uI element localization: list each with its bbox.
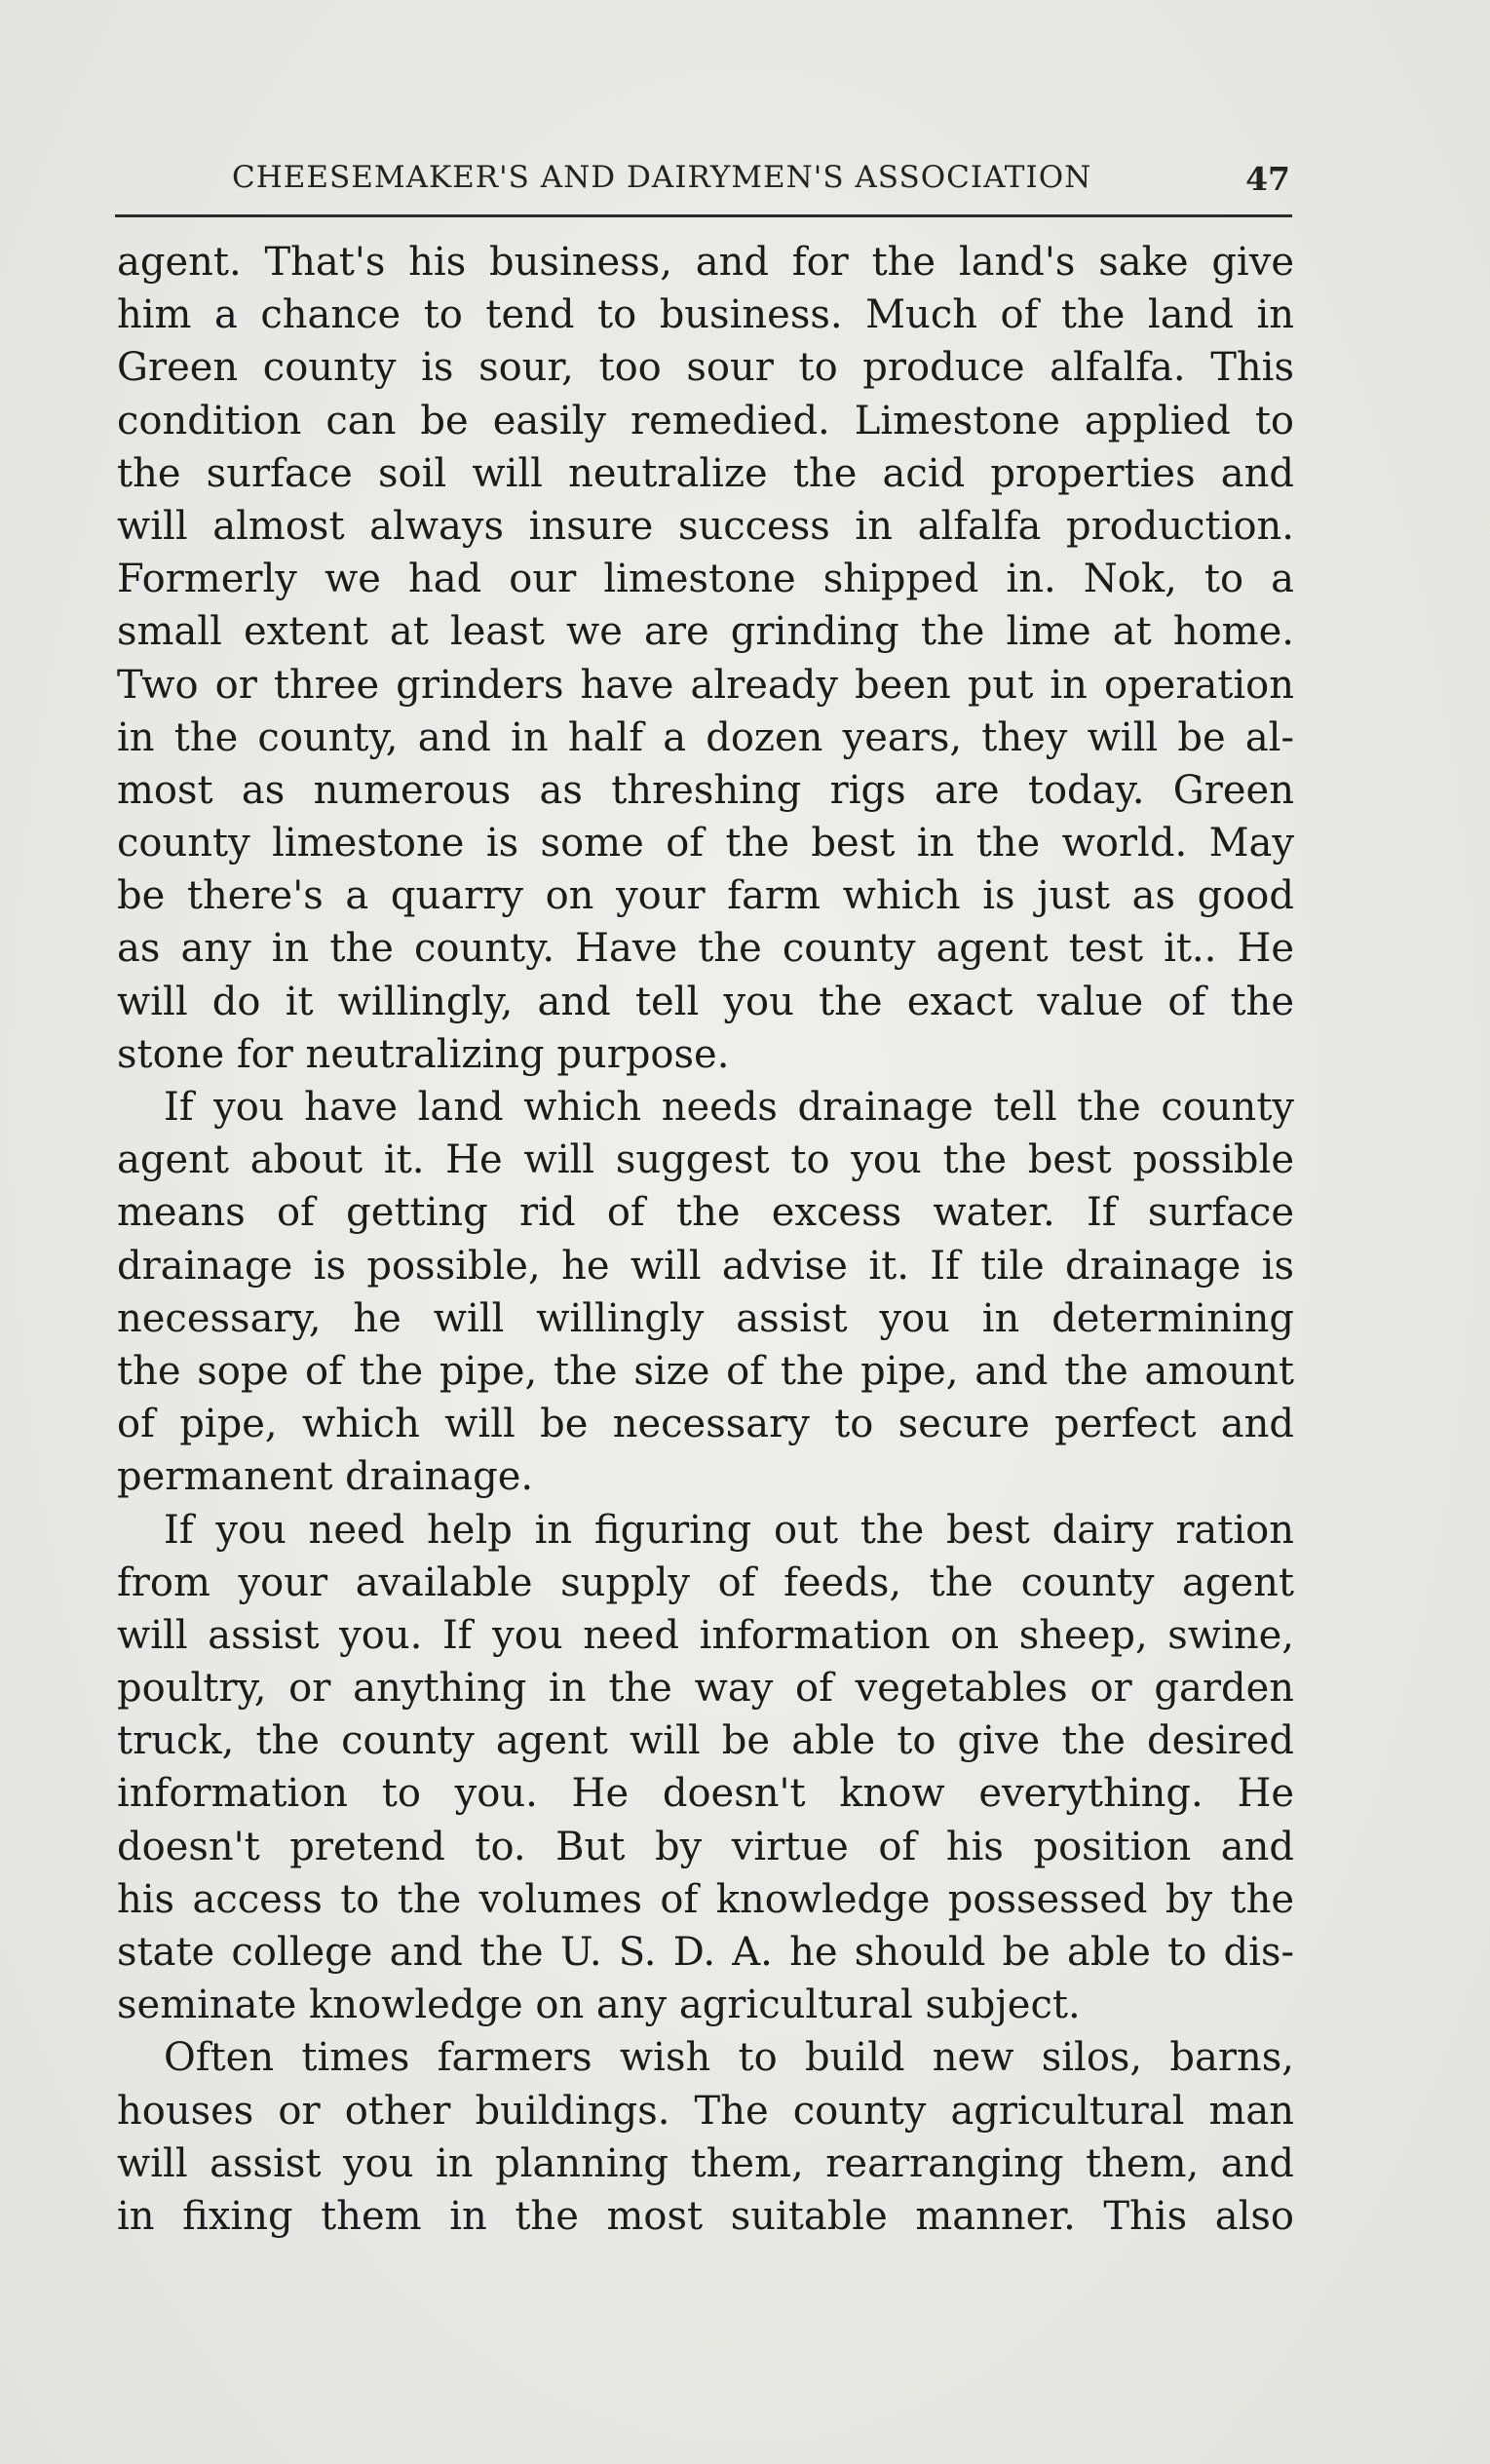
text-line: in fixing them in the most suitable manner. This also [117, 2193, 1294, 2239]
text-line: doesn't pretend to. But by virtue of his position and [117, 1824, 1294, 1869]
text-line: will do it willingly, and tell you the exact value of the [117, 979, 1294, 1024]
text-line: will almost always insure success in alfalfa production. [117, 503, 1294, 549]
text-line: be there's a quarry on your farm which is just as good [117, 873, 1294, 919]
text-line: state college and the U. S. D. A. he should be able to dis- [117, 1930, 1294, 1975]
text-line: will assist you in planning them, rearranging them, and [117, 2140, 1294, 2186]
paragraph-1 [117, 236, 1294, 1081]
text-line: small extent at least we are grinding the lime at home. [117, 609, 1294, 655]
text-line: Green county is sour, too sour to produce alfalfa. This [117, 345, 1294, 391]
text-line: seminate knowledge on any agricultural subject. [117, 1983, 1081, 2028]
text-line: stone for neutralizing purpose. [117, 1031, 730, 1077]
text-line: If you need help in figuring out the best dairy ration [164, 1507, 1294, 1553]
text-line: in the county, and in half a dozen years, they will be al- [117, 714, 1294, 760]
running-head: CHEESEMAKER'S AND DAIRYMEN'S ASSOCIATION [232, 160, 1092, 195]
text-line: from your available supply of feeds, the county agent [117, 1559, 1294, 1605]
text-line: the sope of the pipe, the size of the pipe, and the amount [117, 1348, 1294, 1394]
text-line: agent about it. He will suggest to you the best possible [117, 1137, 1294, 1183]
text-line: houses or other buildings. The county agricultural man [117, 2088, 1294, 2134]
text-line: will assist you. If you need information on sheep, swine, [117, 1612, 1294, 1658]
text-line: agent. That's his business, and for the land's sake give [117, 240, 1294, 285]
paragraph-2 [117, 1081, 1294, 1504]
text-line: county limestone is some of the best in the world. May [117, 821, 1294, 866]
text-line: drainage is possible, he will advise it. If tile drainage is [117, 1243, 1294, 1289]
text-line: information to you. He doesn't know everything. He [117, 1771, 1294, 1817]
text-line: means of getting rid of the excess water. If surface [117, 1190, 1294, 1236]
text-line: Often times farmers wish to build new silos, barns, [164, 2035, 1294, 2081]
text-line: of pipe, which will be necessary to secure perfect and [117, 1402, 1294, 1447]
text-line: permanent drainage. [117, 1454, 534, 1500]
text-line: Formerly we had our limestone shipped in. Nok, to a [117, 557, 1294, 602]
text-line: him a chance to tend to business. Much of the land in [117, 292, 1294, 338]
text-line: poultry, or anything in the way of vegetables or garden [117, 1666, 1294, 1712]
page-number: 47 [1245, 160, 1290, 198]
text-line: his access to the volumes of knowledge possessed by the [117, 1876, 1294, 1922]
body-text [117, 236, 1294, 2243]
text-line: Two or three grinders have already been put in operation [117, 662, 1294, 708]
text-line: condition can be easily remedied. Limestone applied to [117, 398, 1294, 443]
text-line: truck, the county agent will be able to give the desired [117, 1718, 1294, 1764]
text-line: the surface soil will neutralize the acid properties and [117, 450, 1294, 496]
text-line: necessary, he will willingly assist you in determining [117, 1295, 1294, 1341]
text-line: as any in the county. Have the county agent test it.. He [117, 926, 1294, 972]
paragraph-4 [117, 2031, 1294, 2243]
paragraph-3 [117, 1504, 1294, 2032]
page-header [119, 158, 1290, 205]
header-rule [115, 214, 1292, 217]
text-line: If you have land which needs drainage tell the county [164, 1085, 1294, 1130]
text-line: most as numerous as threshing rigs are today. Green [117, 767, 1294, 813]
